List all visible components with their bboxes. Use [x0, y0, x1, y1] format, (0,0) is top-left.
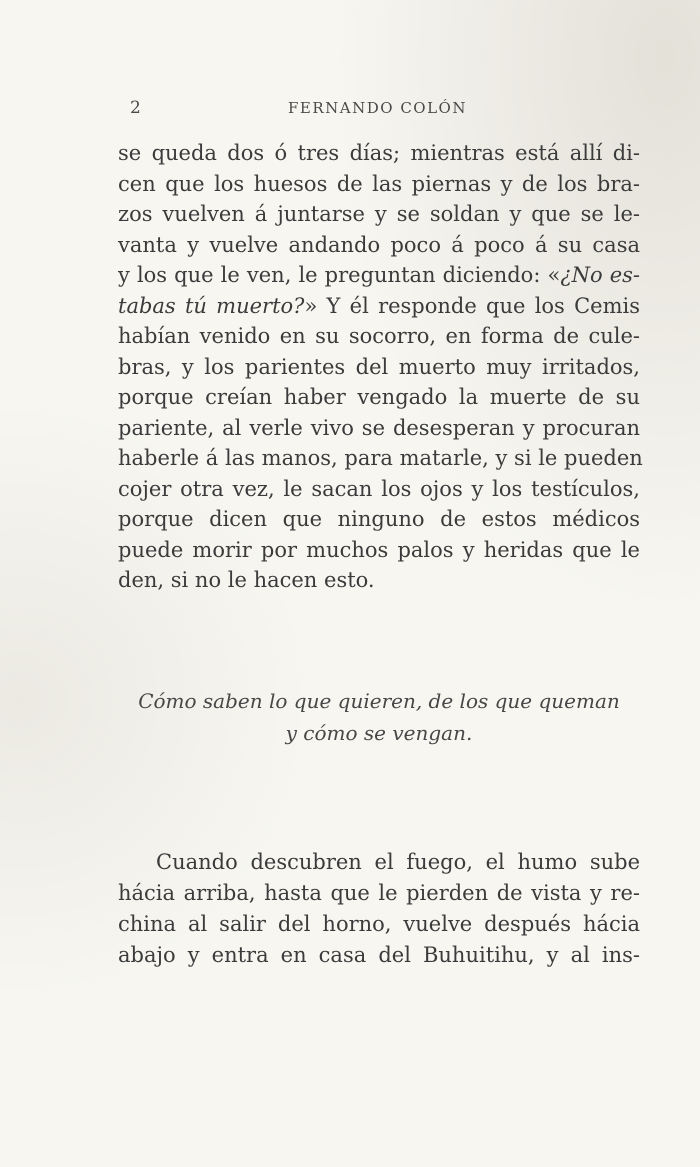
page-number: 2 — [130, 98, 141, 118]
text-line: cen que los huesos de las piernas y de los bra- — [118, 171, 640, 196]
text-line: porque dicen que ninguno de estos médicos — [118, 507, 640, 531]
text-line: bras, y los parientes del muerto muy irritados, — [118, 354, 640, 379]
text-segment: » Y él responde que los Cemis — [304, 293, 640, 318]
running-head: FERNANDO COLÓN — [288, 99, 467, 117]
text-line: hácia arriba, hasta que le pierden de vista y re- — [118, 881, 640, 905]
italic-quote: tabas tú muerto? — [118, 293, 305, 318]
text-line: pariente, al verle vivo se desesperan y procuran — [118, 415, 640, 440]
text-line: puede morir por muchos palos y heridas que le — [118, 537, 640, 562]
section-heading-line: y cómo se vengan. — [285, 721, 473, 745]
text-line: abajo y entra en casa del Buhuitihu, y al ins- — [118, 943, 640, 967]
text-line: den, si no le hacen esto. — [118, 568, 375, 592]
text-line: vanta y vuelve andando poco á poco á su casa — [118, 232, 640, 257]
text-line — [118, 260, 640, 291]
text-line: habían venido en su socorro, en forma de cule- — [118, 324, 640, 348]
text-line: Cuando descubren el fuego, el humo sube — [156, 850, 640, 874]
text-line: porque creían haber vengado la muerte de su — [118, 385, 640, 409]
page-header — [118, 98, 638, 124]
text-line: se queda dos ó tres días; mientras está allí di- — [118, 141, 640, 165]
text-line — [118, 291, 640, 322]
section-heading — [118, 685, 640, 749]
paragraph-2 — [118, 847, 640, 971]
text-line: haberle á las manos, para matarle, y si le pueden — [118, 446, 643, 470]
text-line: cojer otra vez, le sacan los ojos y los testículos, — [118, 476, 640, 501]
text-line: zos vuelven á juntarse y se soldan y que se le- — [118, 202, 640, 226]
section-heading-line: Cómo saben lo que quieren, de los que queman — [138, 689, 620, 713]
paragraph-1 — [118, 138, 643, 596]
text-line: china al salir del horno, vuelve después hácia — [118, 912, 640, 936]
text-segment: y los que le ven, le preguntan diciendo: « — [118, 263, 561, 287]
italic-quote: ¿No es- — [560, 263, 640, 287]
